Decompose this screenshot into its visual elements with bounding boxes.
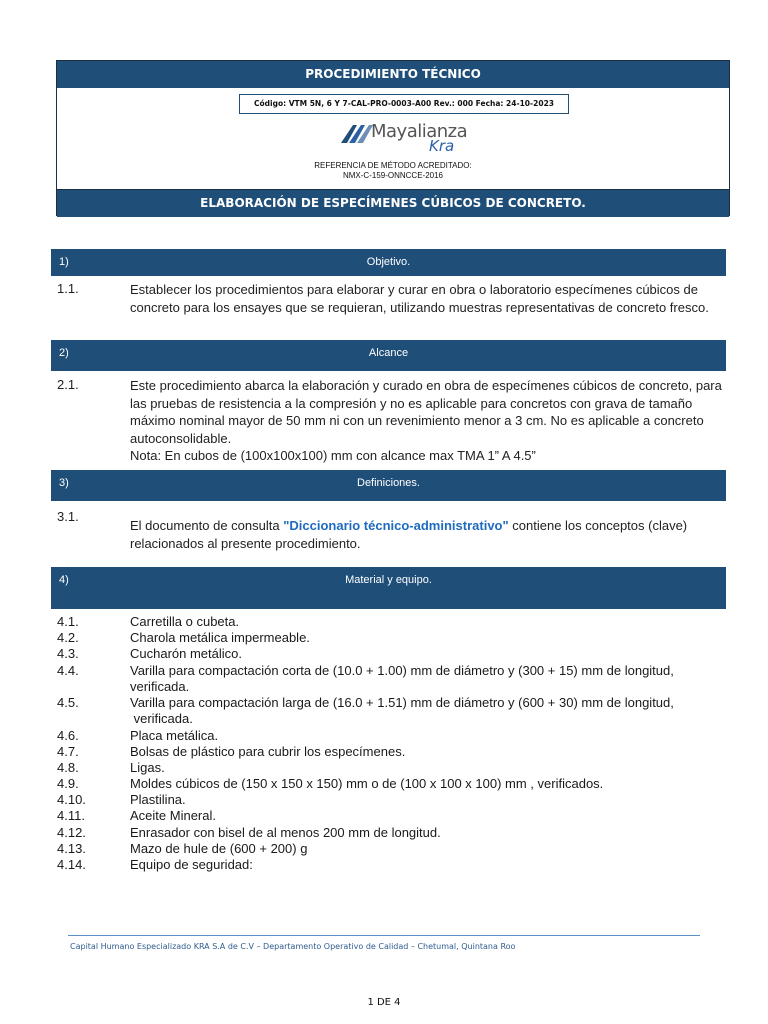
item-number: 4.2. xyxy=(57,630,79,645)
section-title: Definiciones. xyxy=(357,477,420,489)
section-header-alcance xyxy=(51,340,726,371)
alcance-text: Este procedimiento abarca la elaboración y curado en obra de especímenes cúbicos de concreto, para las pruebas de resistencia a la compresión y no es aplicable para concretos con grava de tamaño máximo nominal mayor de 50 mm ni con un revenimiento menor a 3 cm. No es aplicable a concreto autoconsolidable. xyxy=(130,378,722,446)
item-number: 4.9. xyxy=(57,776,79,791)
section-header-definiciones xyxy=(51,470,726,501)
item-text: Charola metálica impermeable. xyxy=(130,630,310,645)
list-item-continuation xyxy=(0,711,768,727)
item-text: Varilla para compactación corta de (10.0 + 1.00) mm de diámetro y (300 + 15) mm de longitud, xyxy=(130,663,674,678)
list-item xyxy=(0,630,768,646)
page-number: 1 DE 4 xyxy=(367,997,401,1008)
list-item xyxy=(0,857,768,873)
item-number: 4.4. xyxy=(57,663,79,678)
item-number: 4.12. xyxy=(57,825,86,840)
document-header xyxy=(56,60,730,216)
section-number: 2) xyxy=(59,347,69,359)
item-number: 4.11. xyxy=(57,808,85,823)
list-item xyxy=(0,614,768,630)
item-number: 2.1. xyxy=(57,377,79,392)
item-text: Varilla para compactación larga de (16.0 + 1.51) mm de diámetro y (600 + 30) mm de longitud, xyxy=(130,695,674,710)
item-number: 4.10. xyxy=(57,792,86,807)
section-title: Alcance xyxy=(368,347,409,359)
list-item xyxy=(0,728,768,744)
item-number: 4.3. xyxy=(57,646,79,661)
section-number: 3) xyxy=(59,477,69,489)
item-number: 1.1. xyxy=(57,281,79,296)
definiciones-text xyxy=(130,517,725,552)
list-item xyxy=(0,776,768,792)
item-text: Moldes cúbicos de (150 x 150 x 150) mm o de (100 x 100 x 100) mm , verificados. xyxy=(130,776,604,791)
item-text: Enrasador con bisel de al menos 200 mm de longitud. xyxy=(130,825,441,840)
item-text: Ligas. xyxy=(130,760,165,775)
item-number: 4.14. xyxy=(57,857,86,872)
logo-name: Mayalianza xyxy=(371,121,468,142)
section-title: Objetivo. xyxy=(366,256,411,268)
section-number: 4) xyxy=(59,574,69,586)
logo-sub: Kra xyxy=(429,137,455,155)
list-item xyxy=(0,841,768,857)
reference-label: REFERENCIA DE MÉTODO ACREDITADO: xyxy=(314,161,472,170)
dictionary-link[interactable]: "Diccionario técnico-administrativo" xyxy=(283,518,509,533)
company-logo xyxy=(341,121,468,157)
objetivo-text: Establecer los procedimientos para elaborar y curar en obra o laboratorio especímenes cúbicos de concreto para los ensayes que se requieran, utilizando muestras representativas de concreto fresco. xyxy=(130,282,709,315)
item-text: Equipo de seguridad: xyxy=(130,857,253,872)
alcance-note: Nota: En cubos de (100x100x100) mm con alcance max TMA 1” A 4.5” xyxy=(130,448,536,463)
item-number: 4.8. xyxy=(57,760,79,775)
item-text: Bolsas de plástico para cubrir los especímenes. xyxy=(130,744,406,759)
item-text: verificada. xyxy=(130,679,190,694)
item-text: Carretilla o cubeta. xyxy=(130,614,240,629)
section-header-objetivo xyxy=(51,249,726,276)
section-title: Material y equipo. xyxy=(345,574,432,586)
item-text: verificada. xyxy=(130,711,193,726)
document-title: ELABORACIÓN DE ESPECÍMENES CÚBICOS DE CONCRETO. xyxy=(57,189,729,217)
list-item xyxy=(0,792,768,808)
item-number: 4.6. xyxy=(57,728,79,743)
header-title: PROCEDIMIENTO TÉCNICO xyxy=(57,61,729,88)
item-number: 3.1. xyxy=(57,509,79,524)
item-number: 4.13. xyxy=(57,841,86,856)
reference-value: NMX-C-159-ONNCCE-2016 xyxy=(342,171,444,180)
list-item xyxy=(0,646,768,662)
document-code: Código: VTM 5N, 6 Y 7-CAL-PRO-0003-A00 Rev.: 000 Fecha: 24-10-2023 xyxy=(239,94,569,114)
list-item-continuation xyxy=(0,679,768,695)
item-text: Mazo de hule de (600 + 200) g xyxy=(130,841,308,856)
list-item xyxy=(0,825,768,841)
item-number: 4.7. xyxy=(57,744,79,759)
list-item xyxy=(0,760,768,776)
item-number: 4.1. xyxy=(57,614,79,629)
footer-text: Capital Humano Especializado KRA S.A de C.V – Departamento Operativo de Calidad – Chetumal, Quintana Roo xyxy=(70,942,516,951)
list-item xyxy=(0,695,768,711)
item-text: Aceite Mineral. xyxy=(130,808,216,823)
section-header-material xyxy=(51,567,726,609)
logo-mark-icon xyxy=(341,123,375,145)
definiciones-text-after: contiene los conceptos (clave) relacionados al presente procedimiento. xyxy=(130,518,688,551)
list-item xyxy=(0,808,768,824)
item-text: Placa metálica. xyxy=(130,728,219,743)
list-item xyxy=(0,663,768,679)
item-text: Cucharón metálico. xyxy=(130,646,242,661)
section-number: 1) xyxy=(59,256,69,268)
definiciones-text-before: El documento de consulta xyxy=(130,518,284,533)
item-number: 4.5. xyxy=(57,695,79,710)
item-text: Plastilina. xyxy=(130,792,186,807)
list-item xyxy=(0,744,768,760)
footer-divider xyxy=(68,935,700,936)
